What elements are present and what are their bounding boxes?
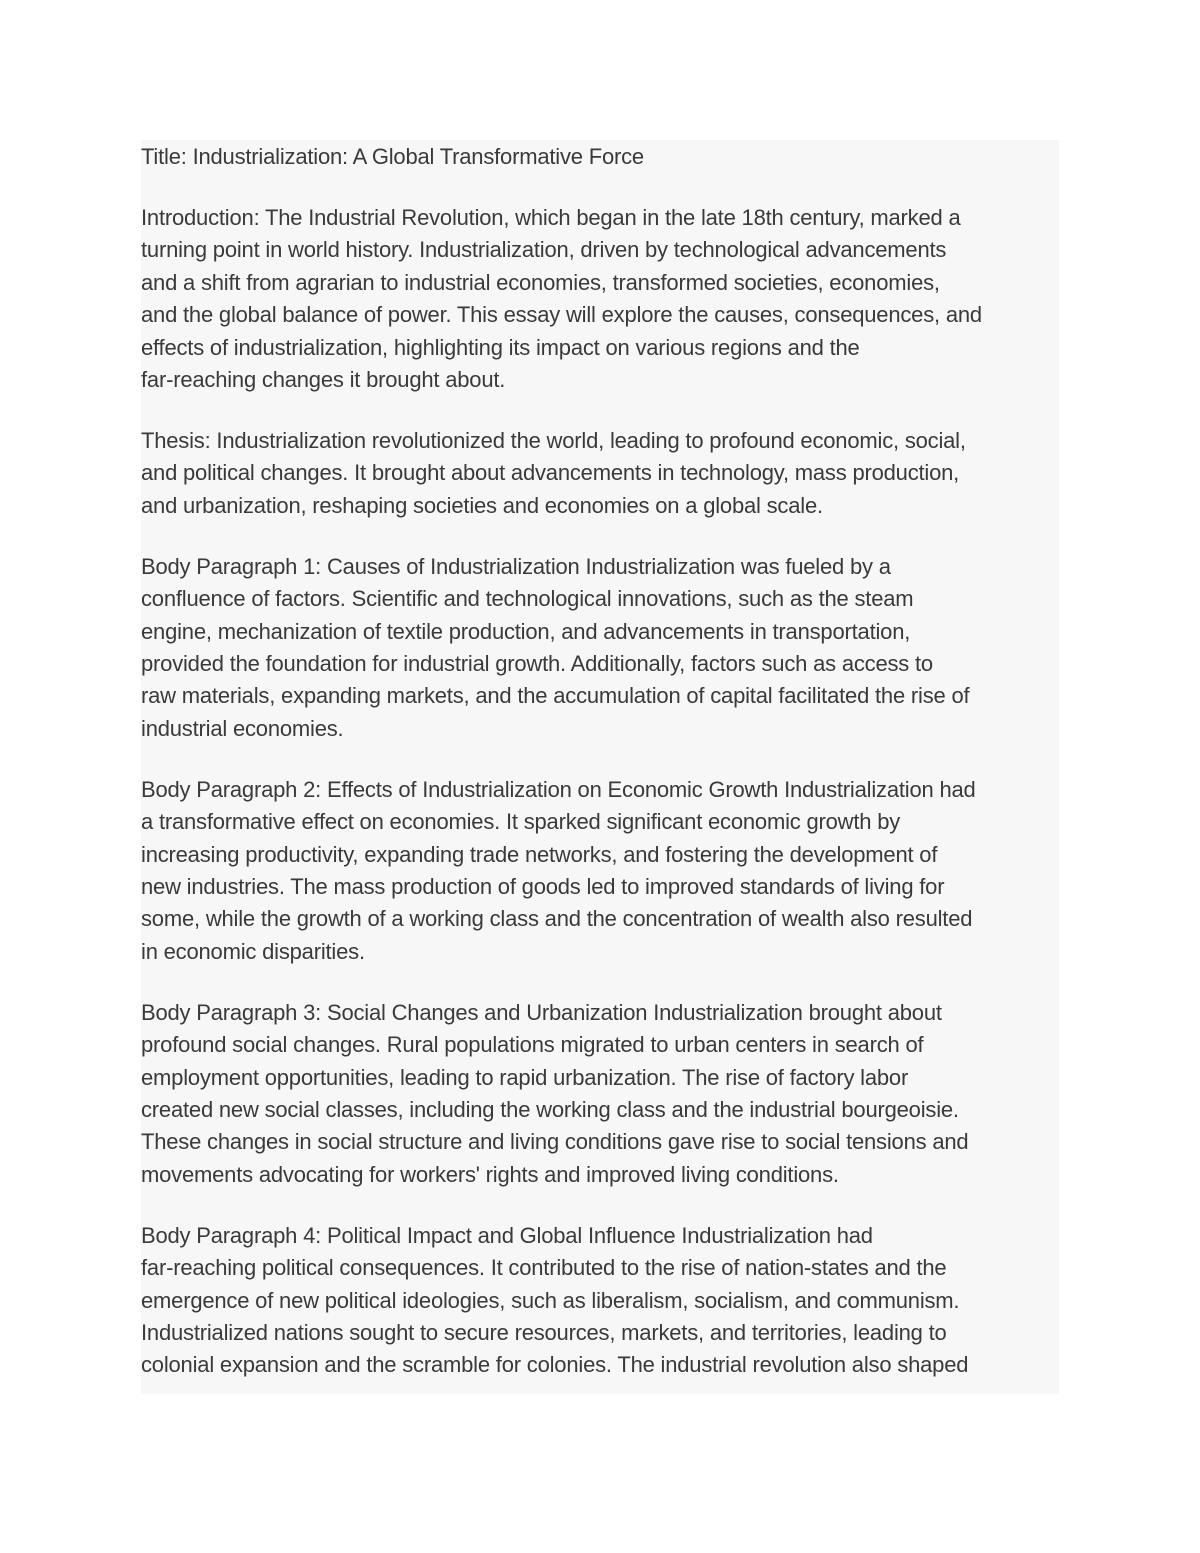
body-4-line: emergence of new political ideologies, such as liberalism, socialism, and communism. bbox=[141, 1287, 960, 1313]
essay-text-panel bbox=[141, 140, 1059, 1394]
body-2-line: new industries. The mass production of goods led to improved standards of living for bbox=[141, 874, 945, 899]
body-2-line: in economic disparities. bbox=[141, 938, 365, 964]
body-4-line: Body Paragraph 4: Political Impact and Global Influence Industrialization had bbox=[141, 1222, 873, 1248]
body-3-line: profound social changes. Rural populations migrated to urban centers in search of bbox=[141, 1032, 924, 1058]
body-4-line: Industrialized nations sought to secure resources, markets, and territories, leading to bbox=[141, 1320, 947, 1345]
body-3-line: movements advocating for workers' rights and improved living conditions. bbox=[141, 1161, 839, 1187]
title-line: Title: Industrialization: A Global Transformative Force bbox=[141, 144, 644, 169]
body-3-line: Body Paragraph 3: Social Changes and Urbanization Industrialization brought about bbox=[141, 999, 942, 1025]
body-1-line: industrial economies. bbox=[141, 715, 344, 741]
body-3-line: created new social classes, including the working class and the industrial bourgeoisie. bbox=[141, 1097, 959, 1122]
thesis-line: Thesis: Industrialization revolutionized the world, leading to profound economic, social, bbox=[141, 428, 966, 453]
introduction-line: and a shift from agrarian to industrial economies, transformed societies, economies, bbox=[141, 269, 940, 295]
body-1-line: Body Paragraph 1: Causes of Industrialization Industrialization was fueled by a bbox=[141, 553, 891, 579]
introduction-line: Introduction: The Industrial Revolution, which began in the late 18th century, marked a bbox=[141, 205, 961, 230]
body-1-line: provided the foundation for industrial growth. Additionally, factors such as access to bbox=[141, 651, 933, 676]
introduction-line: effects of industrialization, highlighting its impact on various regions and the bbox=[141, 334, 860, 360]
thesis-line: and political changes. It brought about advancements in technology, mass production, bbox=[141, 460, 960, 486]
body-2-line: increasing productivity, expanding trade networks, and fostering the development of bbox=[141, 841, 938, 867]
body-2-line: a transformative effect on economies. It sparked significant economic growth by bbox=[141, 809, 901, 835]
body-1-line: raw materials, expanding markets, and the accumulation of capital facilitated the rise of bbox=[141, 683, 970, 709]
body-4-line: far-reaching political consequences. It contributed to the rise of nation-states and the bbox=[141, 1255, 947, 1281]
body-2-line: some, while the growth of a working class and the concentration of wealth also resulted bbox=[141, 906, 973, 932]
introduction-line: and the global balance of power. This essay will explore the causes, consequences, and bbox=[141, 302, 982, 328]
body-3-line: These changes in social structure and living conditions gave rise to social tensions and bbox=[141, 1129, 969, 1155]
body-3-line: employment opportunities, leading to rapid urbanization. The rise of factory labor bbox=[141, 1064, 909, 1090]
body-1-line: confluence of factors. Scientific and technological innovations, such as the steam bbox=[141, 586, 914, 612]
body-4-line: colonial expansion and the scramble for colonies. The industrial revolution also shaped bbox=[141, 1352, 969, 1378]
introduction-line: far-reaching changes it brought about. bbox=[141, 367, 506, 392]
body-2-line: Body Paragraph 2: Effects of Industrialization on Economic Growth Industrialization had bbox=[141, 776, 976, 802]
body-1-line: engine, mechanization of textile production, and advancements in transportation, bbox=[141, 618, 911, 644]
introduction-line: turning point in world history. Industrialization, driven by technological advancements bbox=[141, 237, 947, 263]
thesis-line: and urbanization, reshaping societies and economies on a global scale. bbox=[141, 492, 823, 518]
